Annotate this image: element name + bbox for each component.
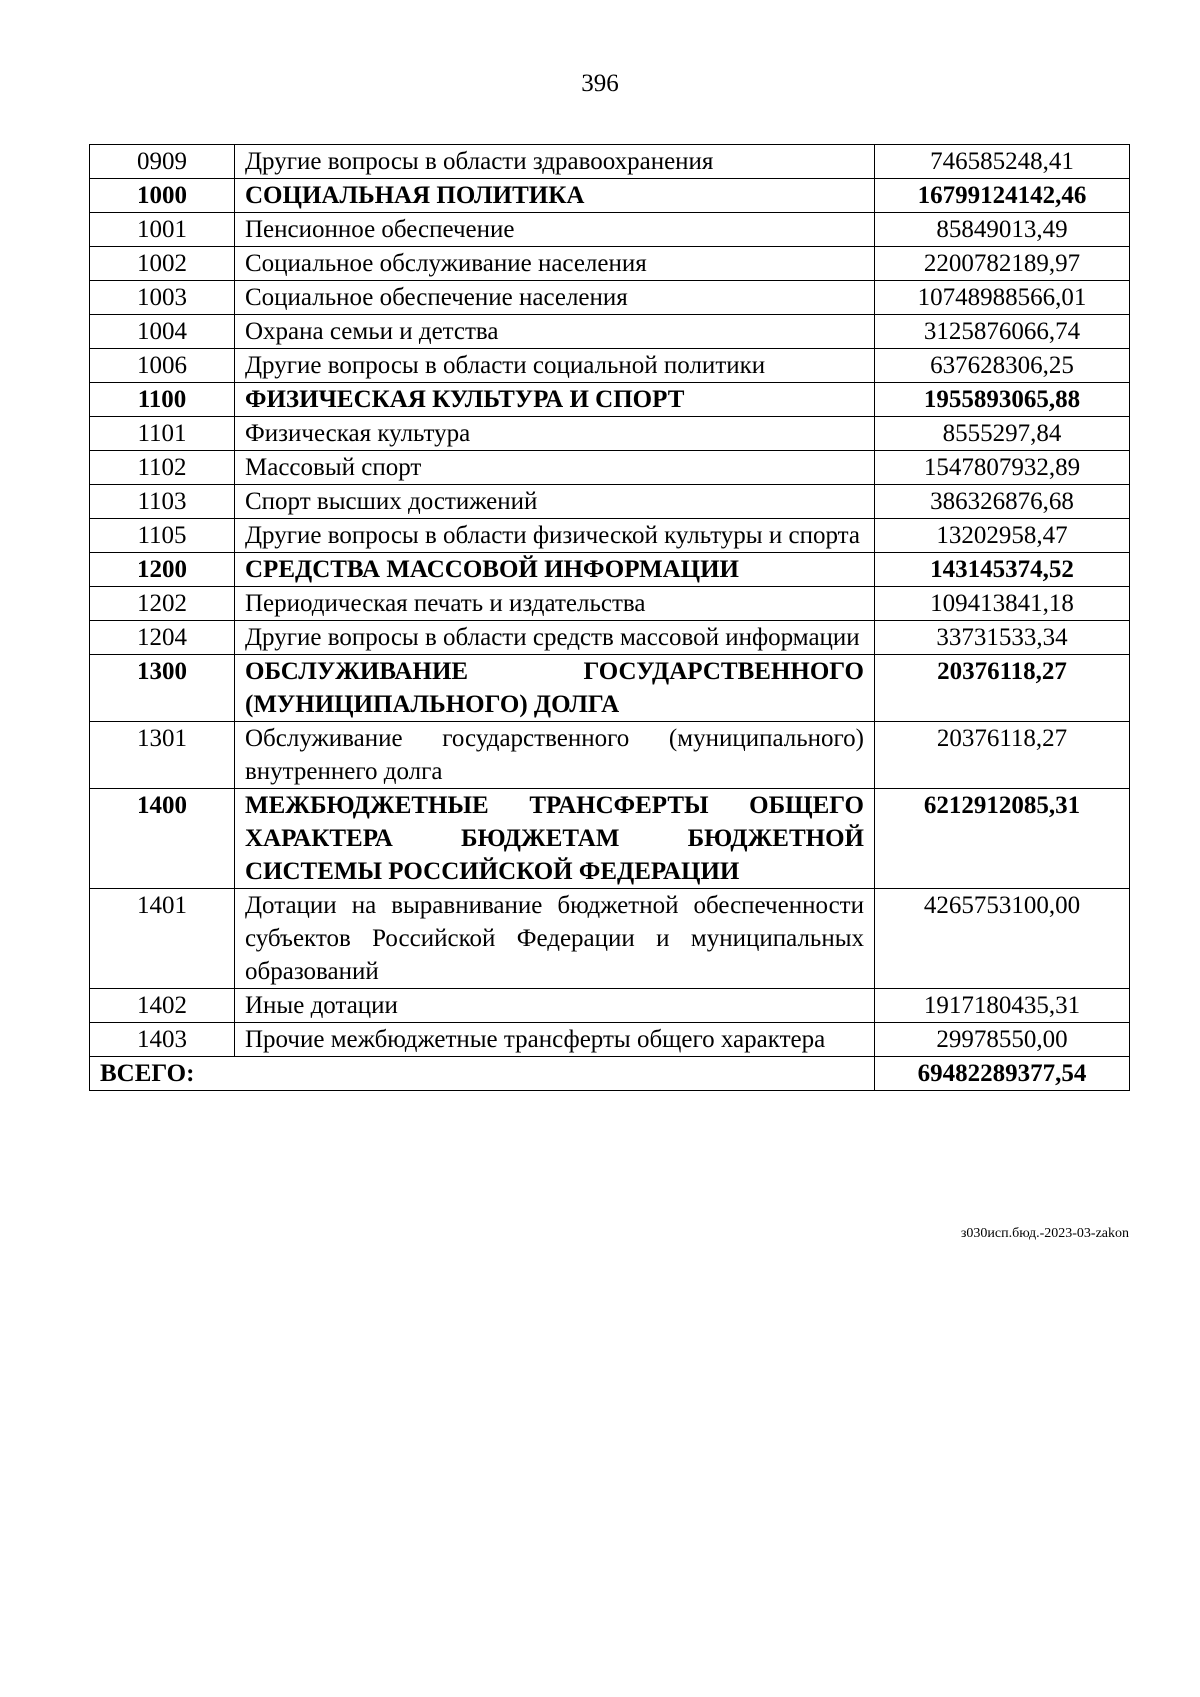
row-amount: 13202958,47	[875, 519, 1130, 553]
row-name: Социальное обслуживание населения	[235, 247, 875, 281]
row-name: Социальное обеспечение населения	[235, 281, 875, 315]
row-code: 1401	[90, 889, 235, 989]
row-code: 1100	[90, 383, 235, 417]
row-amount: 6212912085,31	[875, 789, 1130, 889]
table-row	[90, 989, 1130, 1023]
row-name: Массовый спорт	[235, 451, 875, 485]
row-name: Другие вопросы в области здравоохранения	[235, 145, 875, 179]
row-code: 1001	[90, 213, 235, 247]
row-code: 0909	[90, 145, 235, 179]
table-row	[90, 281, 1130, 315]
row-code: 1403	[90, 1023, 235, 1057]
row-name: ФИЗИЧЕСКАЯ КУЛЬТУРА И СПОРТ	[235, 383, 875, 417]
table-row-section	[90, 655, 1130, 722]
row-code: 1105	[90, 519, 235, 553]
row-amount: 3125876066,74	[875, 315, 1130, 349]
row-name: Дотации на выравнивание бюджетной обеспеченности субъектов Российской Федерации и муниципальных образований	[235, 889, 875, 989]
document-code: з030исп.бюд.-2023-03-zakon	[960, 1226, 1129, 1241]
row-amount: 20376118,27	[875, 655, 1130, 722]
row-name: Обслуживание государственного (муниципального) внутреннего долга	[235, 722, 875, 789]
row-name: Охрана семьи и детства	[235, 315, 875, 349]
row-code: 1400	[90, 789, 235, 889]
table-row	[90, 722, 1130, 789]
table-row	[90, 145, 1130, 179]
row-code: 1204	[90, 621, 235, 655]
row-amount: 109413841,18	[875, 587, 1130, 621]
table-row	[90, 1023, 1130, 1057]
table-row	[90, 417, 1130, 451]
row-name: СРЕДСТВА МАССОВОЙ ИНФОРМАЦИИ	[235, 553, 875, 587]
row-amount: 33731533,34	[875, 621, 1130, 655]
row-amount: 2200782189,97	[875, 247, 1130, 281]
table-total-row	[90, 1057, 1130, 1091]
row-amount: 10748988566,01	[875, 281, 1130, 315]
row-amount: 4265753100,00	[875, 889, 1130, 989]
row-name: Пенсионное обеспечение	[235, 213, 875, 247]
table-row-section	[90, 789, 1130, 889]
row-code: 1301	[90, 722, 235, 789]
table-row	[90, 519, 1130, 553]
row-amount: 16799124142,46	[875, 179, 1130, 213]
row-code: 1000	[90, 179, 235, 213]
row-code: 1202	[90, 587, 235, 621]
row-amount: 143145374,52	[875, 553, 1130, 587]
row-name: Другие вопросы в области физической культуры и спорта	[235, 519, 875, 553]
row-code: 1200	[90, 553, 235, 587]
table-row	[90, 349, 1130, 383]
row-name: Другие вопросы в области средств массовой информации	[235, 621, 875, 655]
row-name: Прочие межбюджетные трансферты общего характера	[235, 1023, 875, 1057]
row-name: МЕЖБЮДЖЕТНЫЕ ТРАНСФЕРТЫ ОБЩЕГО ХАРАКТЕРА БЮДЖЕТАМ БЮДЖЕТНОЙ СИСТЕМЫ РОССИЙСКОЙ ФЕДЕРАЦИИ	[235, 789, 875, 889]
budget-table	[89, 144, 1130, 1091]
row-amount: 386326876,68	[875, 485, 1130, 519]
row-code: 1006	[90, 349, 235, 383]
row-amount: 1955893065,88	[875, 383, 1130, 417]
row-amount: 746585248,41	[875, 145, 1130, 179]
row-code: 1402	[90, 989, 235, 1023]
table-row	[90, 213, 1130, 247]
row-code: 1300	[90, 655, 235, 722]
row-code: 1101	[90, 417, 235, 451]
table-row	[90, 485, 1130, 519]
table-row-section	[90, 553, 1130, 587]
table-row	[90, 889, 1130, 989]
total-amount: 69482289377,54	[875, 1057, 1130, 1091]
row-name: Физическая культура	[235, 417, 875, 451]
row-name: Периодическая печать и издательства	[235, 587, 875, 621]
table-row	[90, 451, 1130, 485]
row-code: 1103	[90, 485, 235, 519]
row-amount: 1917180435,31	[875, 989, 1130, 1023]
table-row-section	[90, 383, 1130, 417]
table-row	[90, 315, 1130, 349]
row-amount: 20376118,27	[875, 722, 1130, 789]
table-row	[90, 621, 1130, 655]
row-name: СОЦИАЛЬНАЯ ПОЛИТИКА	[235, 179, 875, 213]
row-name: Иные дотации	[235, 989, 875, 1023]
row-amount: 637628306,25	[875, 349, 1130, 383]
row-name: Другие вопросы в области социальной политики	[235, 349, 875, 383]
page-number: 396	[581, 70, 619, 97]
row-code: 1002	[90, 247, 235, 281]
table-row	[90, 587, 1130, 621]
table-row-section	[90, 179, 1130, 213]
row-name: ОБСЛУЖИВАНИЕ ГОСУДАРСТВЕННОГО (МУНИЦИПАЛЬНОГО) ДОЛГА	[235, 655, 875, 722]
total-label: ВСЕГО:	[90, 1057, 875, 1091]
row-code: 1003	[90, 281, 235, 315]
row-amount: 29978550,00	[875, 1023, 1130, 1057]
row-code: 1102	[90, 451, 235, 485]
row-name: Спорт высших достижений	[235, 485, 875, 519]
row-code: 1004	[90, 315, 235, 349]
row-amount: 85849013,49	[875, 213, 1130, 247]
row-amount: 1547807932,89	[875, 451, 1130, 485]
row-amount: 8555297,84	[875, 417, 1130, 451]
table-row	[90, 247, 1130, 281]
